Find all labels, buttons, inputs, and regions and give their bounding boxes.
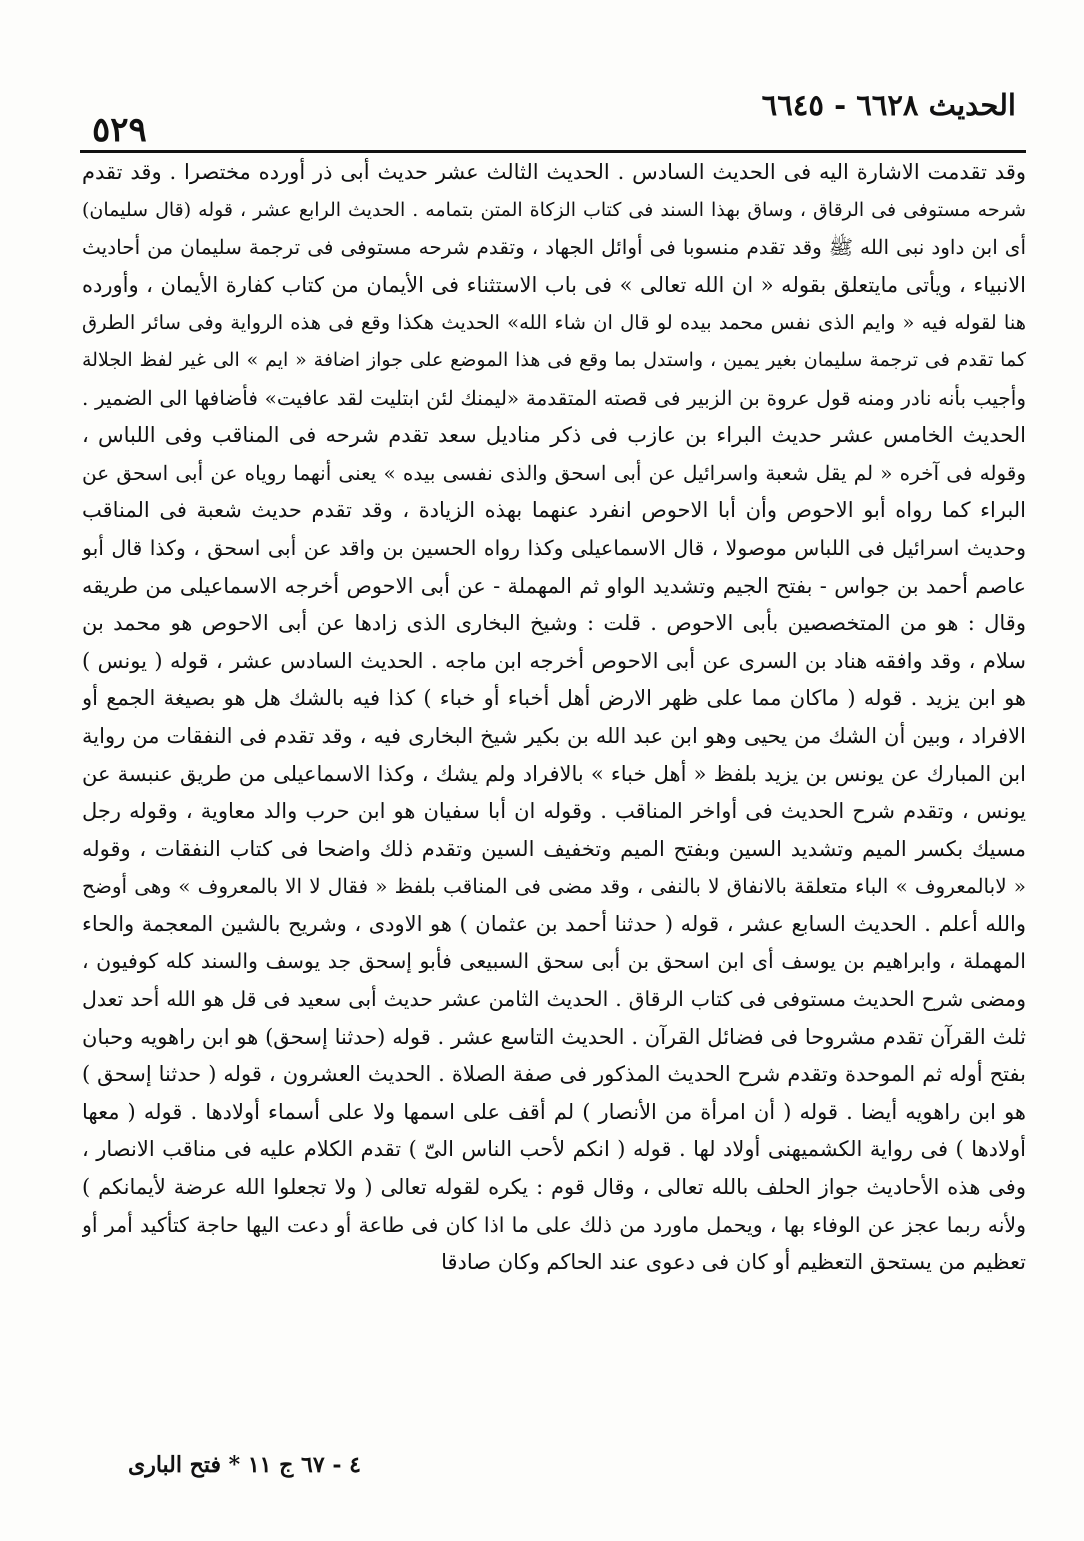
text-line: وقد تقدمت الاشارة اليه فى الحديث السادس . الحديث الثالث عشر حديث أبى ذر أورده مختصرا . وقد تقدم bbox=[82, 160, 1026, 184]
text-line: « لابالمعروف » الباء متعلقة بالانفاق لا بالنفى ، وقد مضى فى المناقب بلفظ « فقال لا الا بالمعروف » وهى أوضح bbox=[82, 874, 1026, 899]
text-line: هنا لقوله فيه « وايم الذى نفس محمد بيده لو قال ان شاء الله» الحديث هكذا وقع فى هذه الرواية وفى سائر الطرق bbox=[82, 311, 1026, 335]
header-rule bbox=[80, 150, 1026, 153]
text-line: أى ابن داود نبى الله ﷺ وقد تقدم منسوبا فى أوائل الجهاد ، وتقدم شرحه مستوفى فى ترجمة سليمان من أحاديث bbox=[82, 235, 1026, 260]
text-line: تعظيم من يستحق التعظيم أو كان فى دعوى عند الحاكم وكان صادقا bbox=[441, 1250, 1026, 1275]
footer-signature: ٤ - ٦٧ ج ١١ * فتح البارى bbox=[128, 1452, 361, 1478]
text-line: أولادها ) فى رواية الكشميهنى أولاد لها . قوله ( انكم لأحب الناس الىّ ) تقدم الكلام عليه فى مناقب الانصار ، bbox=[82, 1137, 1026, 1162]
running-head: الحديث ٦٦٢٨ - ٦٦٤٥ bbox=[761, 88, 1016, 122]
text-line: شرحه مستوفى فى الرقاق ، وساق بهذا السند فى كتاب الزكاة المتن بتمامه . الحديث الرابع عشر ، قوله (قال سليمان) bbox=[82, 198, 1026, 221]
text-line: الافراد ، وبين أن الشك من يحيى وهو ابن عبد الله بن بكير شيخ البخارى فيه ، وقد تقدم فى النفقات من رواية bbox=[82, 723, 1026, 748]
text-line: كما تقدم فى ترجمة سليمان بغير يمين ، واستدل بما وقع فى هذا الموضع على جواز اضافة « ايم » الى غير لفظ الجلالة bbox=[82, 348, 1026, 371]
page-number: ٥٢٩ bbox=[92, 110, 147, 150]
text-line: وقوله فى آخره « لم يقل شعبة واسرائيل عن أبى اسحق والذى نفسى بيده » يعنى أنهما روياه عن أبى اسحق عن bbox=[82, 460, 1026, 485]
text-line: وأجيب بأنه نادر ومنه قول عروة بن الزبير فى قصته المتقدمة «ليمنك لئن ابتليت لقد عافيت» فأضافها الى الضمير . bbox=[82, 385, 1026, 410]
text-line: وقال : هو من المتخصصين بأبى الاحوص . قلت : وشيخ البخارى الذى زادها عن أبى الاحوص هو محمد بن bbox=[82, 611, 1026, 636]
text-line: الانبياء ، ويأتى مايتعلق بقوله « ان الله تعالى » فى باب الاستثناء فى الأيمان من كتاب كفارة الأيمان ، وأورده bbox=[82, 272, 1026, 297]
text-line: ثلث القرآن تقدم مشروحا فى فضائل القرآن . الحديث التاسع عشر . قوله (حدثنا إسحق) هو ابن راهويه وحبان bbox=[82, 1024, 1026, 1049]
text-line: ولأنه ربما عجز عن الوفاء بها ، ويحمل ماورد من ذلك على ما اذا كان فى طاعة أو دعت اليها حاجة كتأكيد أمر أو bbox=[82, 1212, 1026, 1237]
text-line: الحديث الخامس عشر حديث البراء بن عازب فى ذكر مناديل سعد تقدم شرحه فى المناقب وفى اللباس ، bbox=[82, 423, 1026, 448]
text-line: ومضى شرح الحديث مستوفى فى كتاب الرقاق . الحديث الثامن عشر حديث أبى سعيد فى قل هو الله أحد تعدل bbox=[82, 987, 1026, 1012]
text-line: البراء كما رواه أبو الاحوص وأن أبا الاحوص انفرد عنهما بهذه الزيادة ، وقد تقدم حديث شعبة فى المناقب bbox=[82, 498, 1026, 523]
text-line: هو ابن يزيد . قوله ( ماكان مما على ظهر الارض أهل أخباء أو خباء ) كذا فيه بالشك هل هو بصيغة الجمع أو bbox=[82, 686, 1026, 711]
text-line: والله أعلم . الحديث السابع عشر ، قوله ( حدثنا أحمد بن عثمان ) هو الاودى ، وشريح بالشين المعجمة والحاء bbox=[82, 911, 1026, 936]
text-line: وفى هذه الأحاديث جواز الحلف بالله تعالى ، وقال قوم : يكره لقوله تعالى ( ولا تجعلوا الله عرضة لأيمانكم ) bbox=[82, 1175, 1026, 1200]
text-line: مسيك بكسر الميم وتشديد السين وبفتح الميم وتخفيف السين وتقدم ذلك واضحا فى كتاب النفقات ، وقوله bbox=[82, 836, 1026, 861]
text-line: المهملة ، وابراهيم بن يوسف أى ابن اسحق بن أبى سحق السبيعى فأبو إسحق جد يوسف والسند كله كوفيون ، bbox=[82, 949, 1026, 974]
text-line: عاصم أحمد بن جواس - بفتح الجيم وتشديد الواو ثم المهملة - عن أبى الاحوص أخرجه الاسماعيلى من طريقه bbox=[82, 573, 1026, 598]
body-text bbox=[82, 154, 1026, 1282]
text-line: يونس ، وتقدم شرح الحديث فى أواخر المناقب . وقوله ان أبا سفيان هو ابن حرب والد معاوية ، وقوله رجل bbox=[82, 799, 1026, 824]
text-line: وحديث اسرائيل فى اللباس موصولا ، قال الاسماعيلى وكذا رواه الحسين بن واقد عن أبى اسحق ، وكذا قال أبو bbox=[82, 535, 1026, 560]
text-line: هو ابن راهويه أيضا . قوله ( أن امرأة من الأنصار ) لم أقف على اسمها ولا على أسماء أولادها . قوله ( معها bbox=[82, 1099, 1026, 1124]
text-line: ابن المبارك عن يونس بن يزيد بلفظ « أهل خباء » بالافراد ولم يشك ، وكذا الاسماعيلى من طريق عنبسة عن bbox=[82, 761, 1026, 786]
text-line: سلام ، وقد وافقه هناد بن السرى عن أبى الاحوص أخرجه ابن ماجه . الحديث السادس عشر ، قوله ( يونس ) bbox=[82, 648, 1026, 673]
text-line: بفتح أوله ثم الموحدة وتقدم شرح الحديث المذكور فى صفة الصلاة . الحديث العشرون ، قوله ( حدثنا إسحق ) bbox=[82, 1062, 1026, 1087]
